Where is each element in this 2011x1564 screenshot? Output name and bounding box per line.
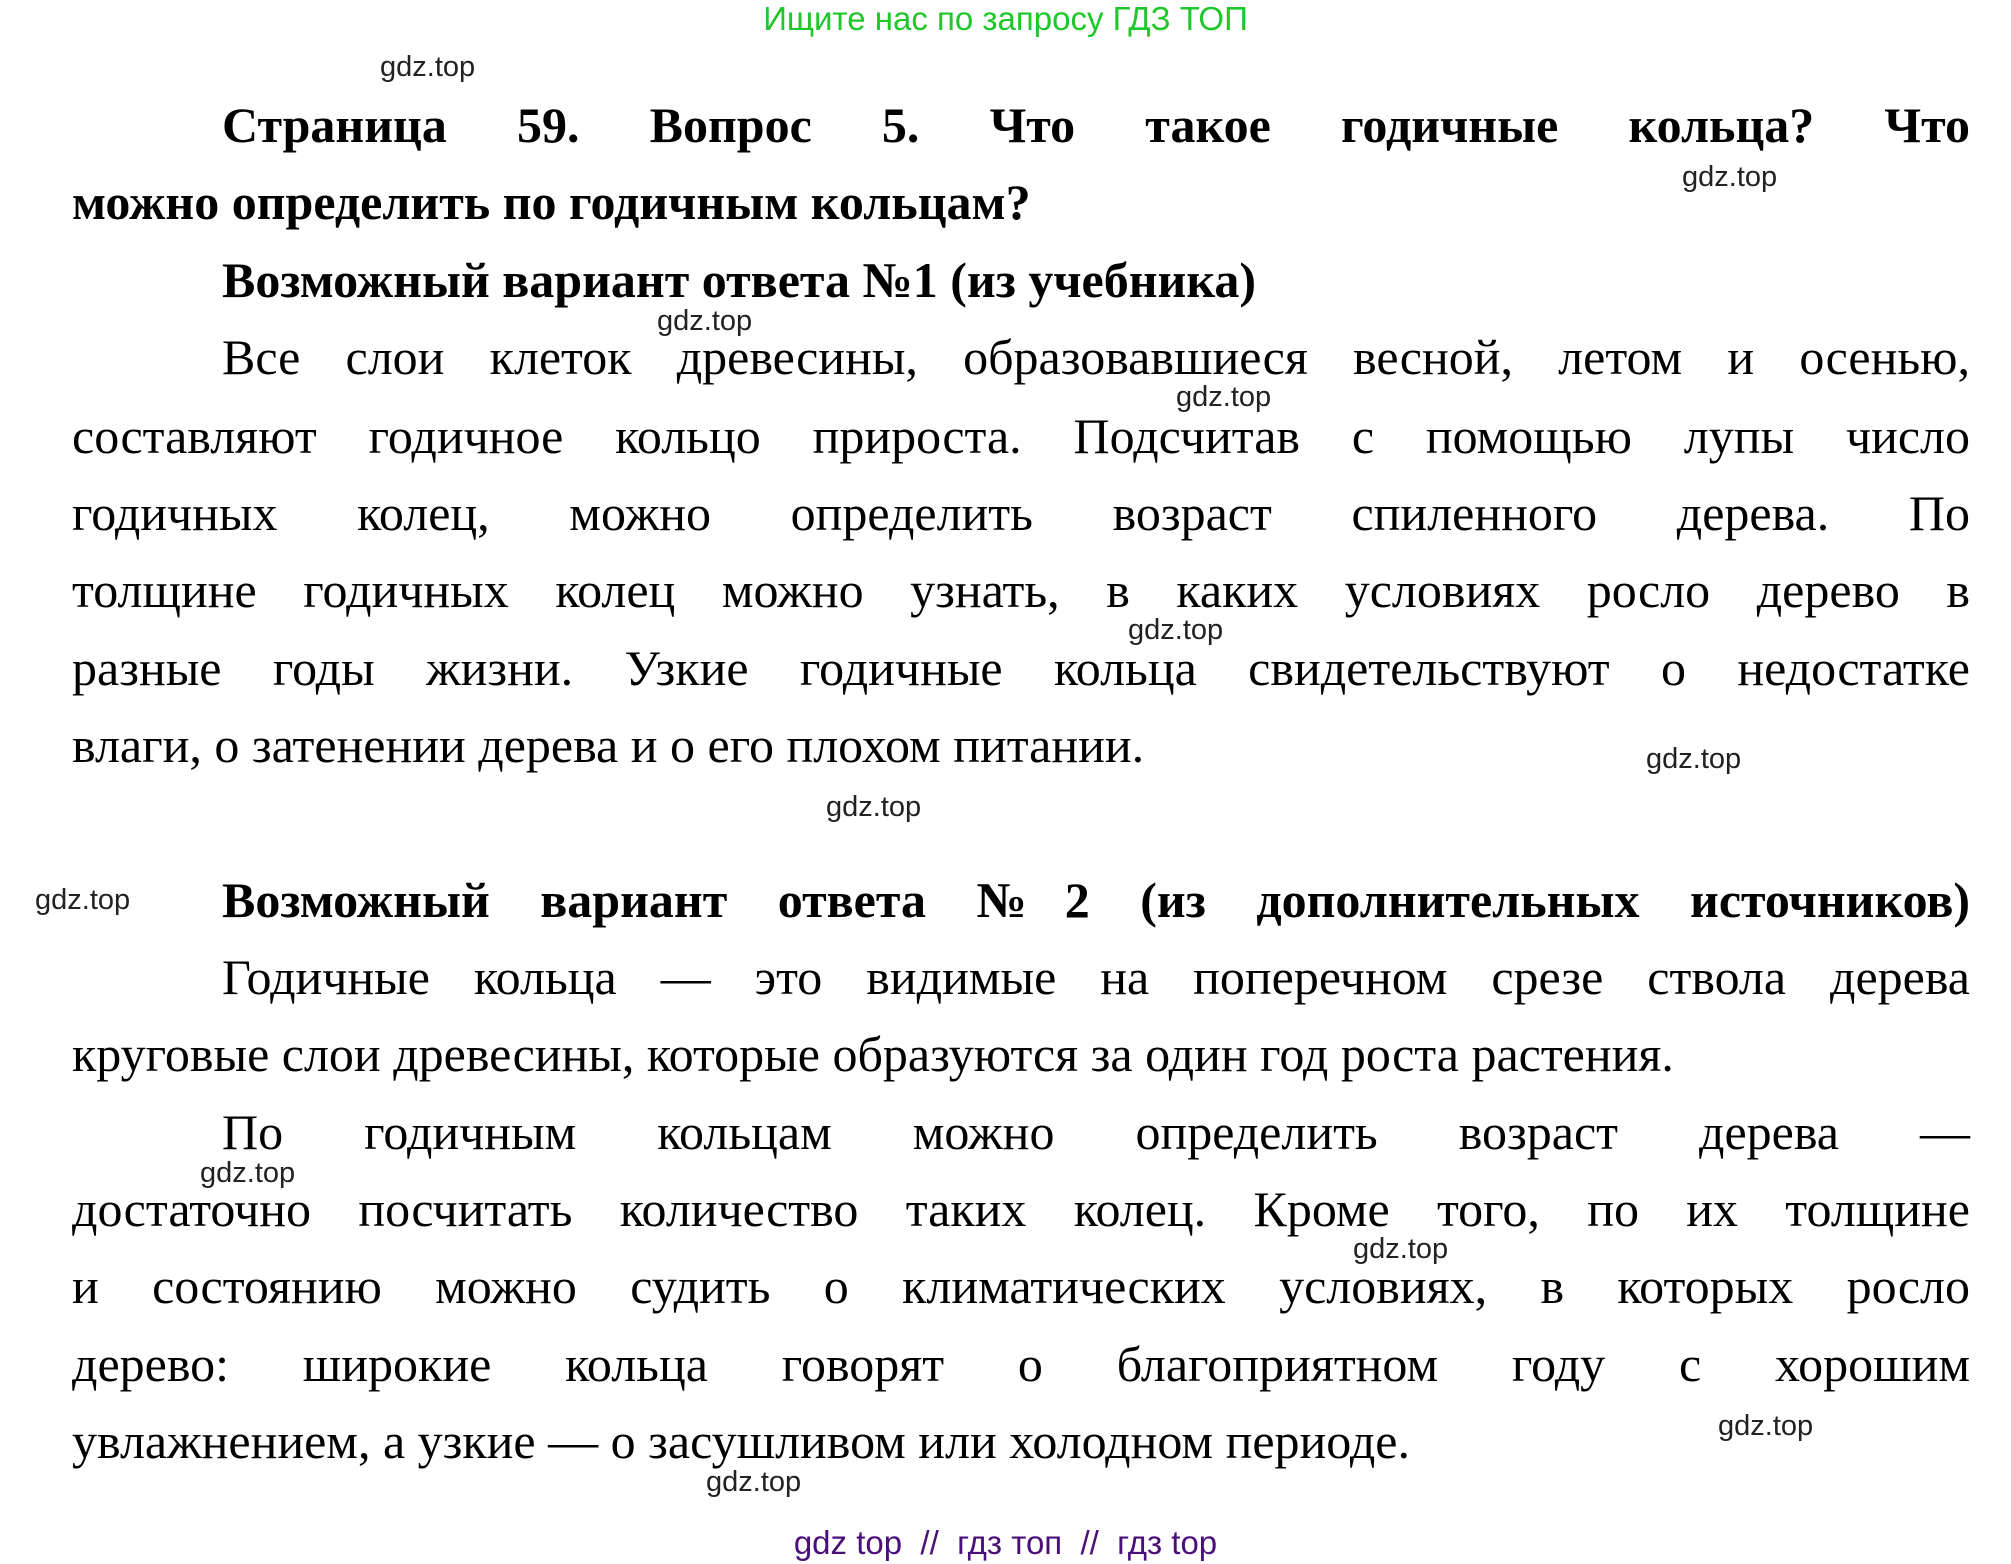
answer2-line: и состоянию можно судить о климатических условиях, в которых росло: [72, 1258, 1970, 1314]
answer1-line: составляют годичное кольцо прироста. Подсчитав с помощью лупы число: [72, 408, 1970, 464]
question-title-line-2: можно определить по годичным кольцам?: [72, 174, 1031, 230]
answer1-heading: Возможный вариант ответа №1 (из учебника): [222, 252, 1257, 308]
answer2-heading: Возможный вариант ответа №2 (из дополнительных источников): [222, 872, 1970, 928]
answer1-line: годичных колец, можно определить возраст спиленного дерева. По: [72, 485, 1970, 541]
search-banner: Ищите нас по запросу ГДЗ ТОП: [763, 0, 1248, 37]
footer-links: gdz top // гдз топ // гдз top: [793, 1524, 1218, 1561]
watermark: gdz.top: [1682, 161, 1778, 193]
answer2-line: увлажнением, а узкие — о засушливом или холодном периоде.: [72, 1413, 1410, 1469]
watermark: gdz.top: [1646, 743, 1742, 775]
watermark: gdz.top: [1128, 614, 1224, 646]
question-title-line-1: Страница 59. Вопрос 5. Что такое годичные кольца? Что: [222, 97, 1970, 153]
answer1-line: влаги, о затенении дерева и о его плохом питании.: [72, 717, 1145, 773]
answer2-line: По годичным кольцам можно определить возраст дерева —: [222, 1104, 1970, 1160]
watermark: gdz.top: [1353, 1233, 1449, 1265]
answer2-line: круговые слои древесины, которые образуются за один год роста растения.: [72, 1026, 1674, 1082]
watermark: gdz.top: [1176, 381, 1272, 413]
answer2-line: достаточно посчитать количество таких колец. Кроме того, по их толщине: [72, 1181, 1970, 1237]
watermark: gdz.top: [706, 1466, 802, 1498]
watermark: gdz.top: [200, 1157, 296, 1189]
watermark: gdz.top: [380, 51, 476, 83]
watermark: gdz.top: [826, 791, 922, 823]
watermark: gdz.top: [657, 305, 753, 337]
answer2-line: дерево: широкие кольца говорят о благоприятном году с хорошим: [72, 1336, 1970, 1392]
watermark: gdz.top: [35, 884, 131, 916]
answer1-line: разные годы жизни. Узкие годичные кольца свидетельствуют о недостатке: [72, 640, 1970, 696]
answer1-line: толщине годичных колец можно узнать, в каких условиях росло дерево в: [72, 562, 1970, 618]
watermark: gdz.top: [1718, 1410, 1814, 1442]
answer1-line: Все слои клеток древесины, образовавшиеся весной, летом и осенью,: [222, 329, 1970, 385]
answer2-line: Годичные кольца — это видимые на поперечном срезе ствола дерева: [222, 949, 1970, 1005]
